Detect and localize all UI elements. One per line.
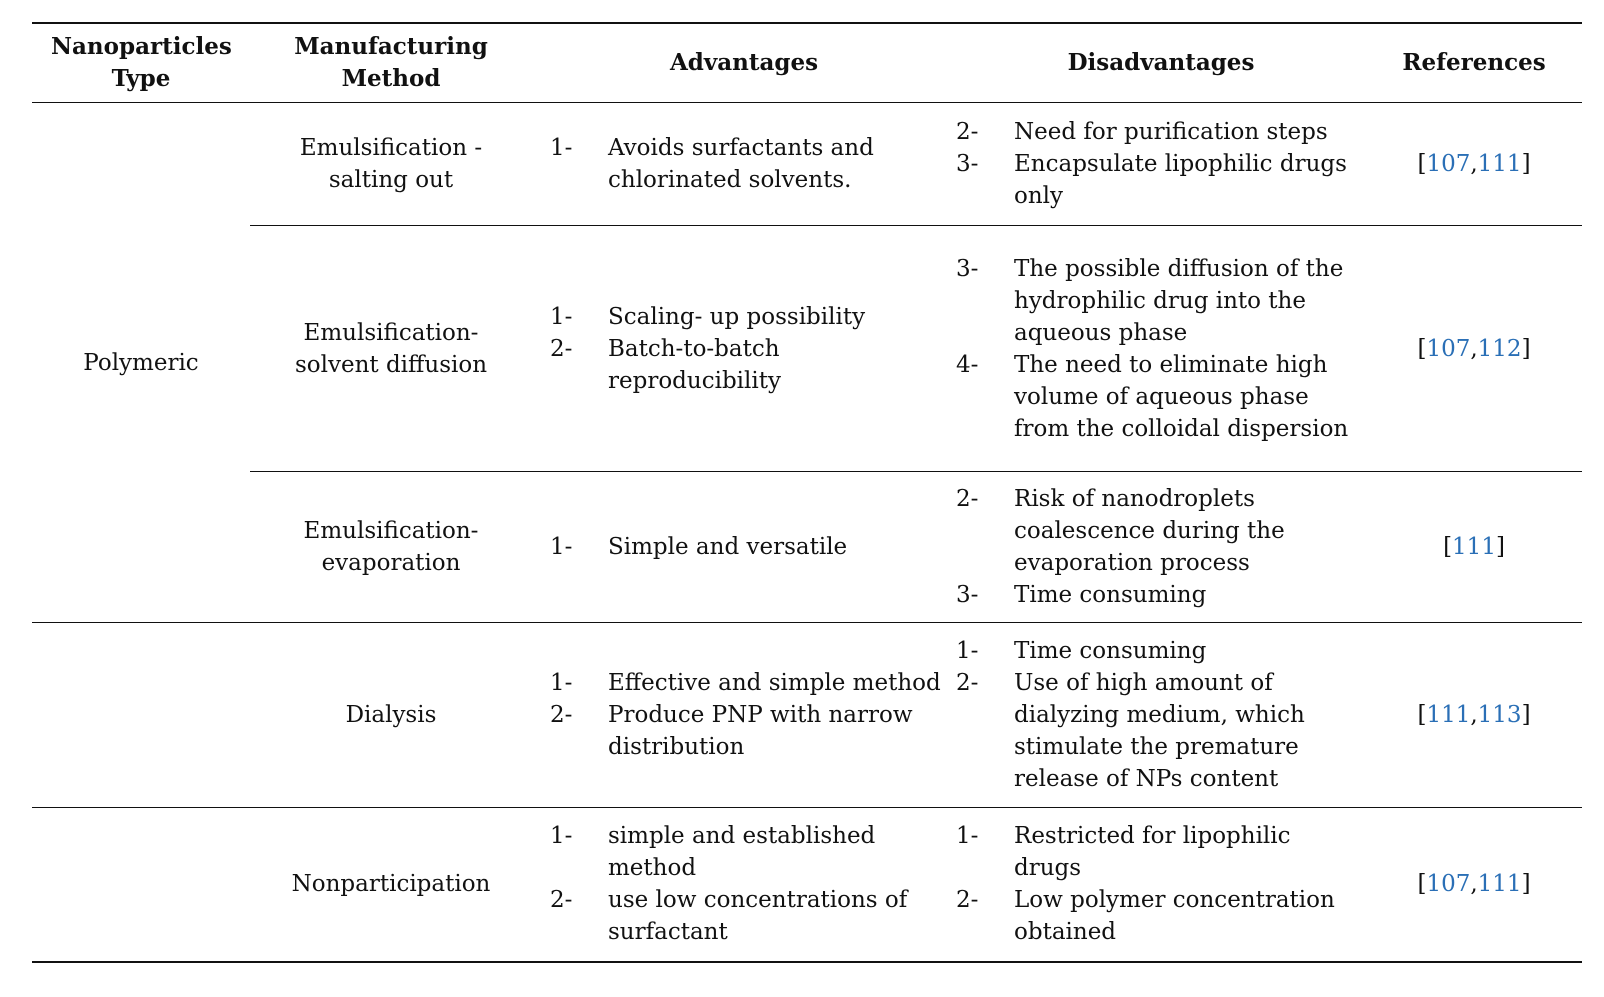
list-item-number: 1- — [550, 135, 573, 161]
citation-link[interactable]: 111 — [1426, 702, 1471, 728]
cell-advantages-list — [532, 531, 956, 563]
table-row — [32, 103, 1582, 226]
list-item-text: Use of high amount of dialyzing medium, which stimulate the premature release of NPs content — [1014, 670, 1305, 792]
list-item-number: 4- — [956, 351, 979, 378]
cell-disadvantages-list — [956, 483, 1366, 611]
method-label: Emulsification -salting out — [299, 135, 483, 193]
list-item-number: 2- — [956, 486, 979, 512]
cell-disadvantages-list — [956, 635, 1366, 795]
cell-method — [250, 226, 532, 472]
cell-references: [107,111] — [1417, 151, 1531, 177]
cell-advantages — [532, 623, 956, 808]
method-label: Emulsification-solvent diffusion — [294, 319, 488, 378]
list-item-text: simple and established method — [608, 823, 876, 882]
list-item-number: 1- — [956, 638, 979, 664]
citation-link[interactable]: 113 — [1477, 702, 1522, 728]
table-row — [32, 808, 1582, 962]
table-header-row — [32, 23, 1582, 103]
list-item-number: 1- — [550, 534, 573, 560]
header-references-label: References — [1402, 49, 1546, 76]
list-item — [956, 635, 1360, 667]
list-item-text: Restricted for lipophilic drugs — [1014, 823, 1291, 882]
list-item-text: The possible diffusion of the hydrophilic drug into the aqueous phase — [1014, 255, 1344, 346]
list-item — [550, 699, 948, 763]
header-disadvantages-label: Disadvantages — [1067, 49, 1255, 76]
cell-nanoparticle-type — [32, 103, 250, 623]
citation-link[interactable]: 107 — [1426, 871, 1471, 898]
list-item-text: Time consuming — [1014, 638, 1207, 664]
list-item — [550, 667, 948, 699]
citation-link[interactable]: 111 — [1477, 151, 1522, 177]
cell-disadvantages-list — [956, 253, 1366, 445]
list-item — [550, 884, 948, 948]
table-body — [32, 103, 1582, 962]
method-label: Dialysis — [345, 702, 437, 728]
cell-disadvantages-list — [956, 820, 1366, 948]
list-item — [956, 579, 1360, 611]
list-item — [956, 253, 1360, 349]
list-item-number: 2- — [956, 887, 979, 914]
list-item — [956, 116, 1360, 148]
cell-nanoparticle-type — [32, 623, 250, 808]
header-disadvantages — [956, 23, 1366, 103]
table-row — [32, 226, 1582, 472]
list-item-number: 2- — [956, 670, 979, 696]
list-item — [550, 333, 948, 397]
list-item — [550, 820, 948, 884]
list-item-text: Effective and simple method — [608, 670, 941, 696]
list-item-number: 2- — [550, 887, 573, 914]
citation-link[interactable]: 111 — [1477, 871, 1522, 898]
list-item-text: The need to eliminate high volume of aqueous phase from the colloidal dispersion — [1014, 351, 1349, 442]
cell-references: [111,113] — [1366, 623, 1582, 808]
list-item-text: Risk of nanodroplets coalescence during the evaporation process — [1014, 486, 1285, 576]
list-item-text: Encapsulate lipophilic drugs only — [1014, 151, 1347, 209]
list-item-text: Batch-to-batch reproducibility — [608, 335, 781, 394]
cell-advantages-list — [532, 667, 956, 763]
list-item-text: Produce PNP with narrow distribution — [608, 702, 913, 760]
list-item-text: Need for purification steps — [1014, 119, 1328, 145]
list-item — [956, 349, 1360, 445]
table-row — [32, 472, 1582, 623]
cell-disadvantages — [956, 623, 1366, 808]
list-item — [956, 820, 1360, 884]
method-label: Emulsification-evaporation — [303, 518, 479, 576]
header-advantages — [532, 23, 956, 103]
citation-link[interactable]: 107 — [1426, 335, 1471, 362]
cell-method — [250, 103, 532, 226]
list-item-number: 3- — [956, 582, 979, 608]
cell-method — [250, 808, 532, 962]
cell-advantages — [532, 808, 956, 962]
table-row — [32, 623, 1582, 808]
list-item-number: 2- — [956, 119, 979, 145]
cell-references: [107,112] — [1366, 226, 1582, 472]
cell-disadvantages-list — [956, 116, 1366, 212]
cell-advantages-list — [532, 301, 956, 397]
list-item-number: 3- — [956, 255, 979, 282]
list-item-number: 1- — [550, 303, 573, 330]
cell-nanoparticle-type — [32, 808, 250, 962]
cell-disadvantages — [956, 472, 1366, 623]
list-item — [550, 301, 948, 333]
list-item-number: 2- — [550, 335, 573, 362]
list-item-number: 1- — [550, 823, 573, 850]
cell-advantages — [532, 472, 956, 623]
header-type — [32, 23, 250, 103]
list-item — [956, 884, 1360, 948]
cell-disadvantages — [956, 226, 1366, 472]
cell-references: [111] — [1366, 472, 1582, 623]
header-method-label: Manufacturing Method — [294, 33, 488, 92]
list-item — [550, 531, 948, 563]
list-item-text: Low polymer concentration obtained — [1014, 887, 1335, 946]
cell-method — [250, 623, 532, 808]
list-item-text: Avoids surfactants and chlorinated solvents. — [608, 135, 874, 193]
cell-references: [107,111] — [1366, 808, 1582, 962]
cell-disadvantages — [956, 103, 1366, 226]
list-item-number: 3- — [956, 151, 979, 177]
list-item-number: 1- — [550, 670, 573, 696]
header-references — [1366, 23, 1582, 103]
list-item-text: use low concentrations of surfactant — [608, 887, 908, 946]
citation-link[interactable]: 107 — [1426, 151, 1471, 177]
list-item-text: Scaling- up possibility — [608, 303, 866, 330]
cell-disadvantages — [956, 808, 1366, 962]
nanoparticle-methods-table — [32, 22, 1582, 963]
citation-link[interactable]: 111 — [1452, 534, 1496, 560]
header-type-label: Nanoparticles Type — [51, 33, 232, 92]
cell-method — [250, 472, 532, 623]
cell-advantages — [532, 103, 956, 226]
header-advantages-label: Advantages — [669, 49, 819, 76]
header-method — [250, 23, 532, 103]
nanoparticle-type-label: Polymeric — [83, 349, 199, 376]
list-item — [956, 483, 1360, 579]
cell-advantages-list — [532, 820, 956, 948]
list-item-text: Time consuming — [1014, 582, 1207, 608]
cell-advantages — [532, 226, 956, 472]
list-item — [550, 132, 948, 196]
list-item — [956, 148, 1360, 212]
list-item — [956, 667, 1360, 795]
method-label: Nonparticipation — [291, 871, 491, 898]
list-item-number: 2- — [550, 702, 573, 728]
list-item-number: 1- — [956, 823, 979, 850]
list-item-text: Simple and versatile — [608, 534, 848, 560]
cell-advantages-list — [532, 132, 956, 196]
citation-link[interactable]: 112 — [1477, 335, 1522, 362]
comparison-table-container — [32, 22, 1582, 963]
